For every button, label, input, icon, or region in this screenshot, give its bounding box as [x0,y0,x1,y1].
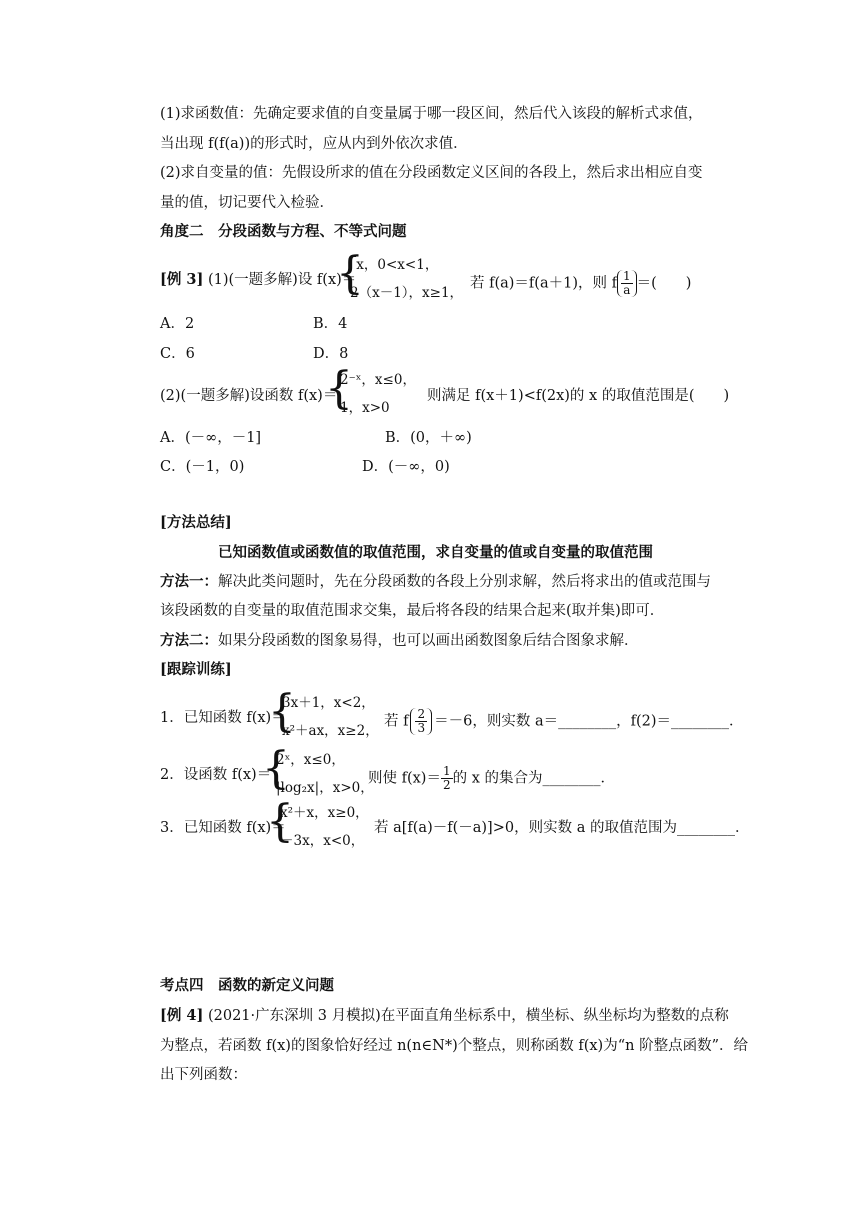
practice-q1-lead: 1．已知函数 f(x)＝ [160,710,286,726]
ex3-q2-piece2: 1，x>0 [340,400,390,416]
point4-line1-text: (2021·广东深圳 3 月模拟)在平面直角坐标系中，横坐标、纵坐标均为整数的点称 [207,1008,729,1024]
practice-q2-tail-a: 则使 f(x)＝ [368,770,441,787]
ex3-q1-frac-num: 1 [622,269,631,283]
practice-q2-tail-b: 的 x 的集合为________． [452,770,616,787]
practice-q2-frac-den: 2 [442,778,451,792]
p2-line1: (2)求自变量的值：先假设所求的值在分段函数定义区间的各段上，然后求出相应自变 [160,165,703,181]
ex3-q1-frac-den: a [623,283,631,297]
method2-label: 方法二： [160,632,218,649]
ex3-q1-option-d: D．8 [313,346,349,362]
point4-line3: 出下列函数： [160,1067,247,1083]
ex3-q2-brace: { [325,363,353,414]
ex3-q1-option-a: A．2 [160,316,195,332]
practice-q1-tail [384,708,744,735]
practice-q2-frac [441,765,453,792]
method1-label: 方法一： [160,573,218,590]
point4-line2: 为整点，若函数 f(x)的图象恰好经过 n(n∈N*)个整点，则称函数 f(x)为“n 阶整点函数”．给 [160,1038,748,1054]
practice-q2-piece2: |log₂x|，x>0， [276,780,374,796]
ex3-q2-option-d: D．(－∞，0) [362,459,450,475]
practice-q3-tail: 若 a[f(a)－f(－a)]>0，则实数 a 的取值范围为________． [374,820,750,836]
point4-title: 考点四 函数的新定义问题 [160,977,334,994]
ex3-q1-piece1-text: x，0<x<1， [356,257,439,273]
practice-q2-tail [368,765,615,792]
ex3-q2-option-a: A．(－∞，－1] [160,430,262,446]
method2-line1 [160,631,639,651]
practice-q1-tail-text: ＝－6，则实数 a＝________，f(2)＝________． [434,713,744,730]
ex3-q1-piece2: 2（x－1），x≥1， [350,285,464,301]
p2-line2: 量的值，切记要代入检验． [160,195,334,211]
practice-q2-lead: 2．设函数 f(x)＝ [160,767,272,783]
method-heading: 已知函数值或函数值的取值范围，求自变量的值或自变量的取值范围 [218,544,653,561]
ex3-q1-tail-b: ＝( ) [636,275,692,292]
p1-line1: (1)求函数值：先确定要求值的自变量属于哪一段区间，然后代入该段的解析式求值， [160,106,703,122]
practice-q1-piece1: 3x＋1，x<2， [282,695,375,711]
ex3-q1-lead-text: (1)(一题多解)设 f(x)＝ [207,272,357,288]
practice-q2-frac-num: 1 [442,764,451,778]
p1-line2: 当出现 f(f(a))的形式时，应从内到外依次求值． [160,136,468,152]
ex3-q1-option-b: B．4 [313,316,348,332]
practice-q1-brace: { [268,686,296,737]
method1-line2: 该段函数的自变量的取值范围求交集，最后将各段的结果合起来(取并集)即可． [160,603,665,619]
practice-q2-piece1: 2ˣ，x≤0， [276,752,345,768]
practice-q1-mid: 若 f [384,713,409,730]
ex3-q2-piece1: 2⁻ˣ，x≤0， [340,372,416,388]
ex3-q1-piece1 [350,256,438,274]
practice-q1-frac-den: 3 [417,721,426,735]
ex3-q1-frac [617,270,637,297]
practice-title: [跟踪训练] [160,661,232,678]
ex3-q1-option-c: C．6 [160,346,195,362]
method-title: [方法总结] [160,514,232,531]
method1-text: 解决此类问题时，先在分段函数的各段上分别求解，然后将求出的值或范围与 [218,574,711,590]
ex3-q1-tail-a: 若 f(a)＝f(a＋1)，则 f [470,275,617,292]
practice-q3-piece2: －3x，x<0， [280,833,365,849]
practice-q1-frac [410,708,432,735]
method1-line1 [160,572,711,592]
method2-text: 如果分段函数的图象易得，也可以画出函数图象后结合图象求解． [218,633,639,649]
angle2-heading: 角度二 分段函数与方程、不等式问题 [160,223,407,240]
practice-q2-brace: { [262,743,290,794]
ex3-q1-lead [160,270,356,290]
practice-q3-lead: 3．已知函数 f(x)＝ [160,820,286,836]
ex3-q1-brace: { [336,248,364,299]
ex4-label: [例 4] [160,1007,204,1024]
point4-line1 [160,1006,729,1026]
ex3-q2-option-b: B．(0，＋∞) [385,430,472,446]
ex3-q2-tail: 则满足 f(x＋1)<f(2x)的 x 的取值范围是( ) [427,388,730,404]
ex3-q1-tail [470,270,691,297]
ex3-label: [例 3] [160,271,204,288]
practice-q3-piece1: x²＋x，x≥0， [280,805,369,821]
ex3-q2-lead: (2)(一题多解)设函数 f(x)＝ [160,388,338,404]
practice-q1-frac-num: 2 [417,707,426,721]
ex3-q2-option-c: C．(－1，0) [160,459,245,475]
practice-q3-brace: { [266,796,294,847]
practice-q1-piece2: x²＋ax，x≥2， [282,723,379,739]
